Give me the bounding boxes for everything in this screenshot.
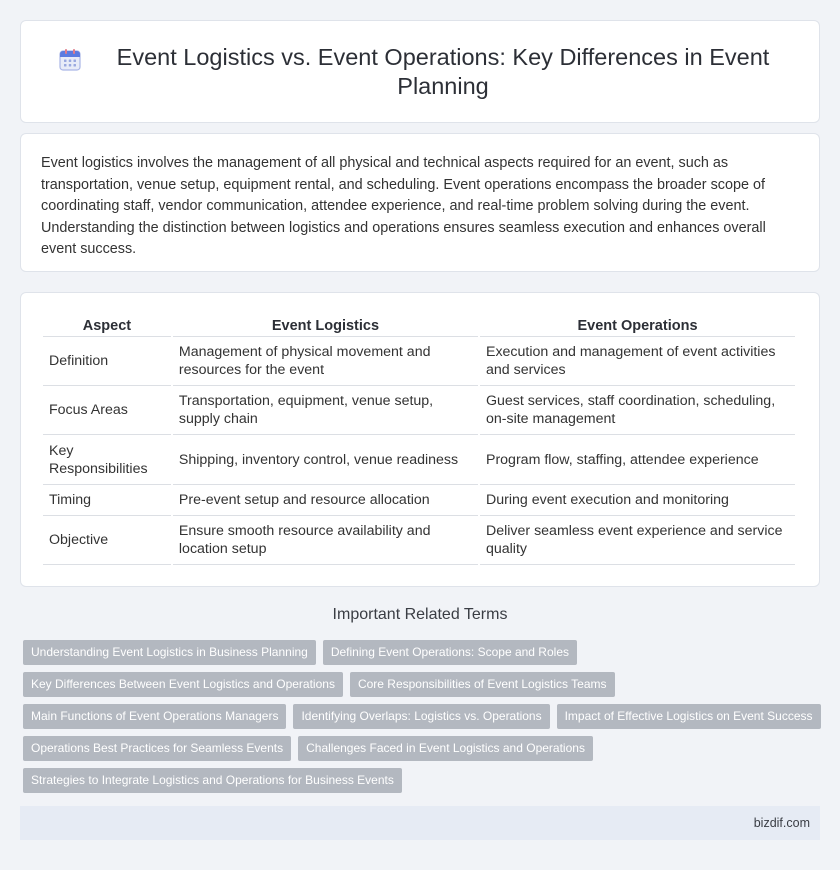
logistics-cell: Shipping, inventory control, venue readiness xyxy=(173,435,478,485)
related-term-link[interactable]: Understanding Event Logistics in Business Planning xyxy=(23,640,316,665)
operations-cell: Guest services, staff coordination, scheduling, on-site management xyxy=(480,386,795,435)
related-term-link[interactable]: Identifying Overlaps: Logistics vs. Operations xyxy=(293,704,549,729)
header xyxy=(50,43,790,101)
logistics-cell: Transportation, equipment, venue setup, supply chain xyxy=(173,386,478,435)
logistics-cell: Management of physical movement and resources for the event xyxy=(173,337,478,386)
table-header-row xyxy=(43,313,795,337)
tag-row xyxy=(23,672,823,697)
logistics-cell: Pre-event setup and resource allocation xyxy=(173,485,478,516)
related-terms-title: Important Related Terms xyxy=(332,606,508,623)
aspect-cell: Objective xyxy=(43,516,171,565)
intro-card xyxy=(20,133,820,272)
table-row xyxy=(43,435,795,485)
related-term-link[interactable]: Key Differences Between Event Logistics and Operations xyxy=(23,672,343,697)
related-term-link[interactable]: Operations Best Practices for Seamless Events xyxy=(23,736,291,761)
operations-cell: Program flow, staffing, attendee experience xyxy=(480,435,795,485)
operations-cell: Deliver seamless event experience and service quality xyxy=(480,516,795,565)
related-term-link[interactable]: Challenges Faced in Event Logistics and Operations xyxy=(298,736,593,761)
related-term-link[interactable]: Core Responsibilities of Event Logistics Teams xyxy=(350,672,615,697)
table-row xyxy=(43,516,795,565)
operations-cell: Execution and management of event activities and services xyxy=(480,337,795,386)
page-title: Event Logistics vs. Event Operations: Key Differences in Event Planning xyxy=(116,43,770,99)
related-term-link[interactable]: Strategies to Integrate Logistics and Operations for Business Events xyxy=(23,768,402,793)
header-event-logistics: Event Logistics xyxy=(173,313,478,337)
table-row xyxy=(43,386,795,435)
tag-row xyxy=(23,640,823,665)
related-term-link[interactable]: Impact of Effective Logistics on Event Success xyxy=(557,704,821,729)
aspect-cell: Definition xyxy=(43,337,171,386)
tag-row xyxy=(23,768,823,793)
aspect-cell: Key Responsibilities xyxy=(43,435,171,485)
header-card xyxy=(20,20,820,123)
related-term-link[interactable]: Main Functions of Event Operations Managers xyxy=(23,704,286,729)
aspect-cell: Timing xyxy=(43,485,171,516)
tag-row xyxy=(23,736,823,761)
site-link[interactable]: bizdif.com xyxy=(753,816,810,830)
calendar-icon xyxy=(57,47,83,73)
header-aspect: Aspect xyxy=(43,313,171,337)
table-row xyxy=(43,337,795,386)
aspect-cell: Focus Areas xyxy=(43,386,171,435)
logistics-cell: Ensure smooth resource availability and location setup xyxy=(173,516,478,565)
comparison-card xyxy=(20,292,820,587)
operations-cell: During event execution and monitoring xyxy=(480,485,795,516)
table-row xyxy=(43,485,795,516)
header-event-operations: Event Operations xyxy=(480,313,795,337)
related-terms-list xyxy=(23,640,823,800)
comparison-table xyxy=(41,313,797,565)
intro-paragraph: Event logistics involves the management of all physical and technical aspects required for an event, such as transportation, venue setup, equipment rental, and scheduling. Event operations encompass the broader scope of coordinating staff, vendor communication, attendee experience, and real-time problem solving during the event. Understanding the distinction between logistics and operations ensures seamless execution and enhances overall event success. xyxy=(41,155,766,257)
tag-row xyxy=(23,704,823,729)
footer xyxy=(20,806,820,840)
related-term-link[interactable]: Defining Event Operations: Scope and Roles xyxy=(323,640,577,665)
